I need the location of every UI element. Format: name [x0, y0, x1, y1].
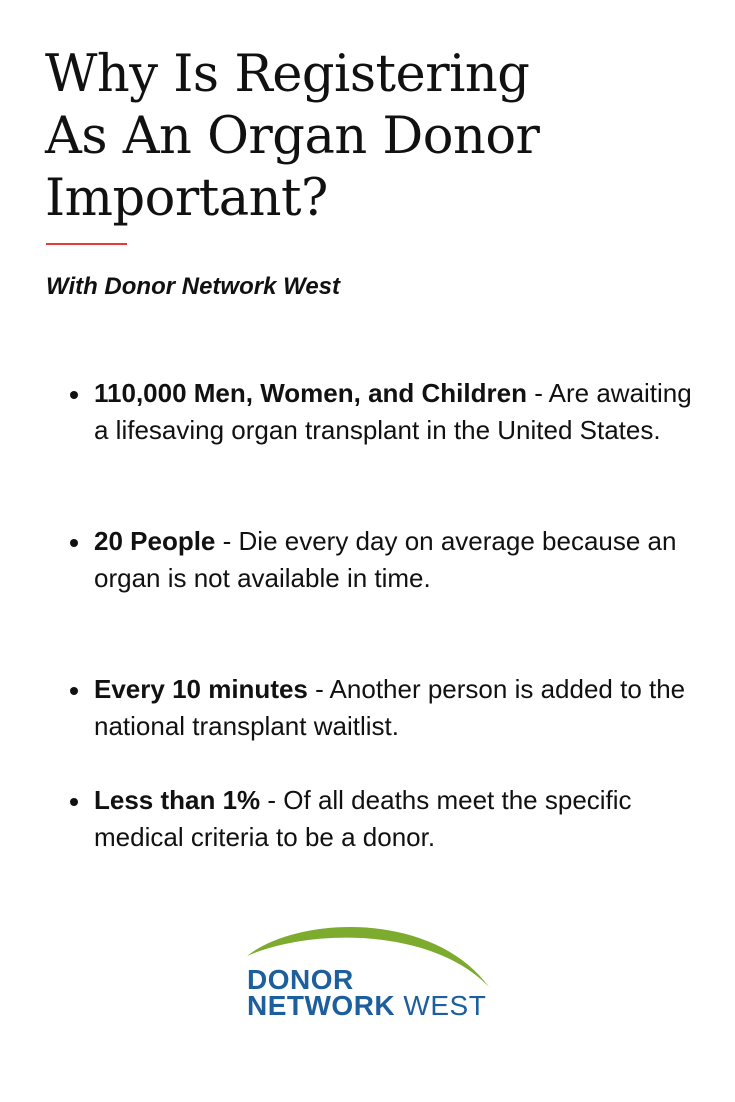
bullet-icon	[70, 391, 78, 399]
fact-description: - Are awaiting a lifesaving organ transplant in the United States.	[94, 378, 692, 445]
bullet-icon	[70, 539, 78, 547]
page-title	[45, 44, 705, 230]
fact-item	[94, 523, 704, 597]
bullet-icon	[70, 687, 78, 695]
title-line-2: As An Organ Donor	[45, 107, 540, 166]
fact-item	[94, 782, 704, 856]
fact-description: - Of all deaths meet the specific medical criteria to be a donor.	[94, 785, 632, 852]
fact-highlight: Less than 1%	[94, 785, 261, 815]
fact-item	[94, 671, 704, 745]
title-accent-divider	[46, 243, 127, 245]
donor-network-west-logo	[244, 915, 494, 1025]
logo-wordmark-donor: DONOR	[247, 964, 354, 995]
logo-word-network: NETWORK	[247, 990, 396, 1021]
fact-description: - Another person is added to the national transplant waitlist.	[94, 674, 686, 741]
fact-description: - Die every day on average because an organ is not available in time.	[94, 526, 677, 593]
title-line-3: Important?	[45, 169, 328, 228]
logo-wordmark-network-west	[247, 991, 486, 1021]
subtitle: With Donor Network West	[46, 273, 341, 300]
fact-highlight: 20 People	[94, 526, 216, 556]
fact-highlight: 110,000 Men, Women, and Children	[94, 378, 527, 408]
fact-highlight: Every 10 minutes	[94, 674, 308, 704]
fact-item	[94, 375, 704, 449]
title-line-1: Why Is Registering	[45, 45, 530, 104]
logo-word-west: WEST	[395, 990, 487, 1021]
bullet-icon	[70, 798, 78, 806]
